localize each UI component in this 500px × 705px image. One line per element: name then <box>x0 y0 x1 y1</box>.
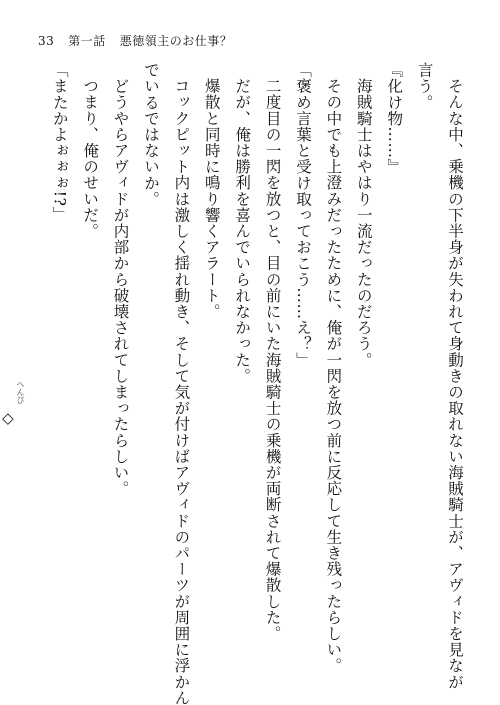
text-line: そんな中、乗機の下半身が失われて身動きの取れない海賊騎士が、アヴィドを見なが <box>446 77 464 690</box>
hollow-diamond-icon: ◇ <box>2 408 15 427</box>
blank-line <box>14 62 44 682</box>
text-line: でいるではないか。 <box>141 62 160 207</box>
text-line: 二度目の一閃を放つと、目の前にいた海賊騎士の乗機が両断されて爆散した。 <box>263 77 282 641</box>
text-line: どうやらアヴィドが内部から破壊されてしまったらしい。 <box>111 77 130 497</box>
chapter-title: 悪徳領主のお仕事？ <box>119 34 233 48</box>
text-line: コックピット内は激しく揺れ動き、そして気が付けばアヴィドのパーツが周囲に浮かん <box>172 77 191 705</box>
text-line: つまり、俺のせいだ。 <box>81 77 100 239</box>
text-line: 「またかよぉぉぉ!?」 <box>50 62 69 223</box>
text-line: 海賊騎士はやはり一流だったのだろう。 <box>354 77 373 368</box>
text-line: 「褒め言葉と受け取っておこう……え？」 <box>293 62 312 368</box>
text-line: 爆散と同時に鳴り響くアラート。 <box>202 77 221 319</box>
text-line: その中でも上澄みだったために、俺が一閃を放つ前に反応して生き残ったらしい。 <box>324 77 343 674</box>
page-number: 33 <box>38 34 55 48</box>
text-line: 『化け物……』 <box>385 62 404 175</box>
text-line: 言う。 <box>415 62 434 111</box>
text-line: だが、俺は勝利を喜んでいられなかった。 <box>233 77 252 384</box>
scene-separator <box>0 62 14 682</box>
running-header <box>38 34 232 48</box>
chapter-number: 第一話 <box>68 34 106 48</box>
ruby-annotation: へんぴ <box>16 380 25 404</box>
